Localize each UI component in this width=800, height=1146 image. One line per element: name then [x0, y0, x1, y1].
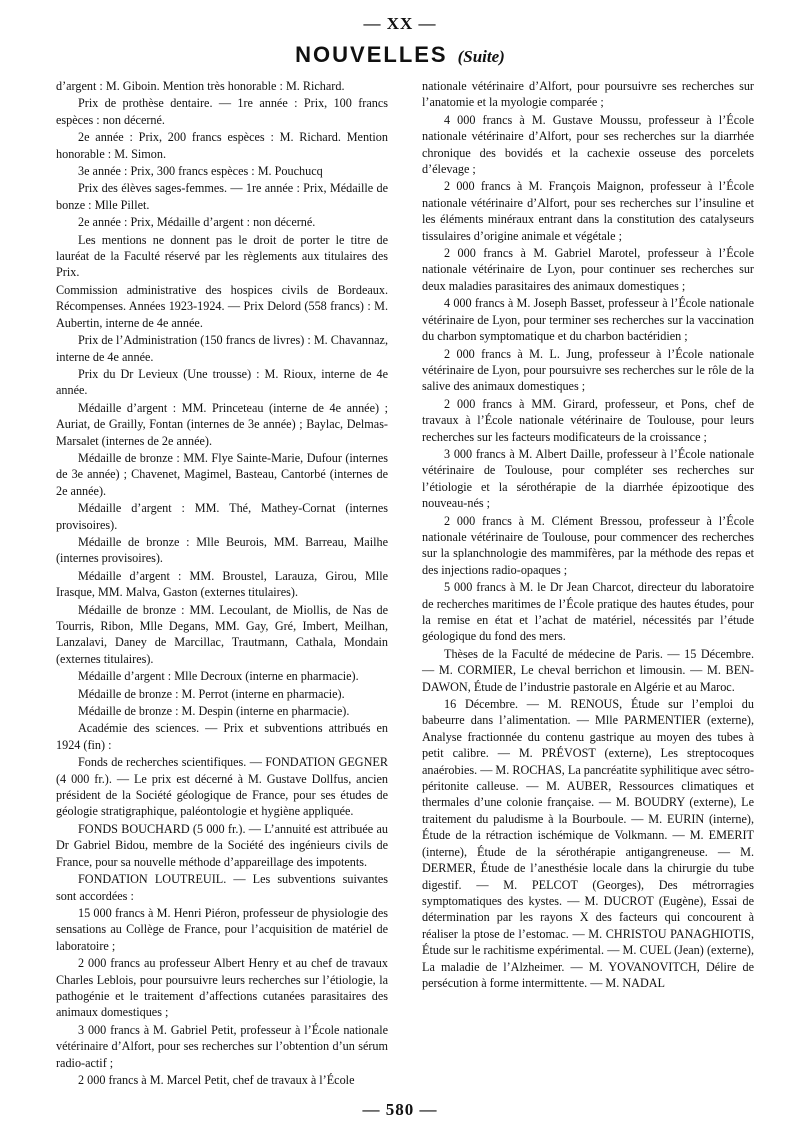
- paragraph: 16 Décembre. — M. RENOUS, Étude sur l’emploi du babeurre dans l’alimentation. — Mlle PARMENTIER (externe), Analyse fractionnée du contenu gastrique au moyen des tubes à petit calibre. — M. PRÉVOST (externe), Les streptocoques anaérobies. — M. ROCHAS, La pancréatite syphilitique avec sétro-péritonite calleuse. — M. AUBER, Ressources climatiques et thermales d’une colonie française. — M. BOUDRY (externe), Le traitement du paludisme à la Bourboule. — M. EURIN (interne), Étude de la rétraction ischémique de Volkmann. — M. EMERIT (interne), Étude de la sérothérapie antigangreneuse. — M. DERMER, Étude de l’anesthésie locale dans la chirurgie du tube digestif. — M. PELCOT (Georges), Des métrorragies symptomatiques des kystes. — M. DUCROT (Eugène), Essai de détermination par les rayons X des facteurs qui concourent à réaliser la ptose de l’estomac. — M. CHRISTOU PANAGHIOTIS, Étude sur le rachitisme expérimental. — M. CUEL (Jean) (externe), La maladie de l’Alzheimer. — M. YOVANOVITCH, Délire de persécution à forme intermittente. — M. NADAL: [422, 697, 755, 990]
- paragraph: FONDS BOUCHARD (5 000 fr.). — L’annuité est attribuée au Dr Gabriel Bidou, membre de la Société des ingénieurs civils de France, pour sa nouvelle méthode d’appareillage des impotents.: [56, 821, 388, 869]
- paragraph: Médaille de bronze : MM. Lecoulant, de Miollis, de Nas de Tourris, Ribon, Mlle Degans, MM. Gay, Gré, Imbert, Meilhan, Lanzalavi, Daney de Marcillac, Trautmann, Cathala, Mondain (externes titulaires).: [56, 602, 388, 666]
- paragraph: Fonds de recherches scientifiques. — FONDATION GEGNER (4 000 fr.). — Le prix est décerné à M. Gustave Dollfus, ancien président de la Société géologique de France, pour ses études de géologie stratigraphique, paléontologie et hygiène appliquée.: [56, 755, 388, 819]
- paragraph: Médaille de bronze : Mlle Beurois, MM. Barreau, Mailhe (internes provisoires).: [56, 534, 388, 566]
- paragraph: Médaille d’argent : MM. Broustel, Larauza, Girou, Mlle Irasque, MM. Malva, Gaston (externes titulaires).: [56, 568, 388, 600]
- paragraph: 4 000 francs à M. Joseph Basset, professeur à l’École nationale vétérinaire de Lyon, pour terminer ses recherches sur la vaccination du charbon symptomatique et du charbon bactéridien ;: [422, 296, 754, 344]
- right-column: [422, 78, 754, 992]
- paragraph: nationale vétérinaire d’Alfort, pour poursuivre ses recherches sur l’anatomie et la myologie comparée ;: [422, 79, 754, 110]
- paragraph: 2 000 francs au professeur Albert Henry et au chef de travaux Charles Leblois, pour poursuivre leurs recherches sur l’étiologie, la pathogénie et le traitement d’affections cutanées parasitaires des animaux domestiques ;: [56, 956, 388, 1020]
- paragraph: Médaille de bronze : M. Despin (interne en pharmacie).: [78, 704, 350, 719]
- paragraph: Commission administrative des hospices civils de Bordeaux. Récompenses. Années 1923-1924. — Prix Delord (558 francs) : M. Aubertin, interne de 4e année.: [56, 282, 388, 330]
- section-header: [0, 42, 800, 68]
- section-title: NOUVELLES: [295, 42, 448, 67]
- paragraph: 3 000 francs à M. Albert Daille, professeur à l’École nationale vétérinaire de Toulouse, pour compléter ses recherches sur l’étiologie et la sérothérapie de la diarrhée épizootique des nouveau-nés ;: [422, 446, 754, 511]
- paragraph: 2 000 francs à MM. Girard, professeur, et Pons, chef de travaux à l’École nationale vétérinaire de Toulouse, pour leurs recherches sur les facteurs modificateurs de la croissance ;: [422, 396, 754, 444]
- left-column: [56, 78, 388, 1089]
- paragraph: 2 000 francs à M. L. Jung, professeur à l’École nationale vétérinaire de Lyon, pour poursuivre ses recherches sur le rôle de la salive des animaux domestiques ;: [422, 346, 754, 394]
- paragraph: Médaille de bronze : MM. Flye Sainte-Marie, Dufour (internes de 3e année) ; Chavenet, Magimel, Basteau, Cantorbé (internes de 2e année).: [56, 450, 388, 498]
- paragraph: Médaille d’argent : MM. Princeteau (interne de 4e année) ; Auriat, de Grailly, Fontan (internes de 3e année) ; Baylac, Delmas-Marsalet (internes de 2e année).: [56, 400, 388, 448]
- paragraph: 3 000 francs à M. Gabriel Petit, professeur à l’École nationale vétérinaire d’Alfort, pour ses recherches sur l’obtention d’un sérum radio-actif ;: [56, 1022, 388, 1070]
- paragraph: 2 000 francs à M. François Maignon, professeur à l’École nationale vétérinaire d’Alfort, pour ses recherches sur l’insuline et les éléments minéraux entrant dans la constitution des catalyseurs tissulaires d’origine animale et végétale ;: [422, 179, 754, 243]
- paragraph: Thèses de la Faculté de médecine de Paris. — 15 Décembre. — M. CORMIER, Le cheval berrichon et limousin. — M. BEN-DAWON, Étude de l’industrie pastorale en Algérie et au Maroc.: [422, 646, 754, 694]
- page-number: — 580 —: [362, 1100, 438, 1119]
- page-roman-number: — XX —: [363, 14, 437, 33]
- paragraph: 4 000 francs à M. Gustave Moussu, professeur à l’École nationale vétérinaire d’Alfort, pour ses recherches sur la diarrhée chronique des bovidés et la cachexie osseuse des porcelets d’élevage ;: [422, 112, 754, 177]
- paragraph: 2 000 francs à M. Gabriel Marotel, professeur à l’École nationale vétérinaire de Lyon, pour continuer ses recherches sur deux maladies parasitaires des animaux domestiques ;: [422, 246, 754, 293]
- paragraph: 2 000 francs à M. Clément Bressou, professeur à l’École nationale vétérinaire de Toulouse, pour commencer des recherches sur la splanchnologie des mammifères, par la méthode des repas et des injections radio-opaques ;: [422, 513, 754, 577]
- paragraph: Médaille d’argent : MM. Thé, Mathey-Cornat (internes provisoires).: [56, 501, 388, 532]
- paragraph: FONDATION LOUTREUIL. — Les subventions suivantes sont accordées :: [56, 872, 388, 903]
- paragraph: 15 000 francs à M. Henri Piéron, professeur de physiologie des sensations au Collège de France, pour l’acquisition de matériel de laboratoire ;: [56, 905, 388, 953]
- paragraph: d’argent : M. Giboin. Mention très honorable : M. Richard.: [56, 79, 345, 93]
- paragraph: Académie des sciences. — Prix et subventions attribués en 1924 (fin) :: [56, 721, 388, 752]
- paragraph: 2e année : Prix, Médaille d’argent : non décerné.: [78, 215, 316, 230]
- paragraph: 5 000 francs à M. le Dr Jean Charcot, directeur du laboratoire de recherches maritimes de l’École pratique des hautes études, pour la remise en état et l’achat de matériel, nécessités par l’étude géologique du fond des mers.: [422, 580, 754, 644]
- paragraph: Prix des élèves sages-femmes. — 1re année : Prix, Médaille de bonze : Mlle Pillet.: [56, 181, 388, 212]
- paragraph: Prix du Dr Levieux (Une trousse) : M. Rioux, interne de 4e année.: [56, 366, 388, 398]
- paragraph: Les mentions ne donnent pas le droit de porter le titre de lauréat de la Faculté réservé par les règlements aux titulaires des Prix.: [56, 232, 388, 280]
- paragraph: Prix de l’Administration (150 francs de livres) : M. Chavannaz, interne de 4e année.: [56, 333, 388, 364]
- paragraph: 3e année : Prix, 300 francs espèces : M. Pouchucq: [78, 164, 323, 179]
- section-subtitle: (Suite): [457, 47, 505, 66]
- paragraph: 2 000 francs à M. Marcel Petit, chef de travaux à l’École: [78, 1072, 355, 1087]
- paragraph: 2e année : Prix, 200 francs espèces : M. Richard. Mention honorable : M. Simon.: [56, 130, 388, 161]
- paragraph: Médaille d’argent : Mlle Decroux (interne en pharmacie).: [78, 669, 359, 684]
- paragraph: Médaille de bronze : M. Perrot (interne en pharmacie).: [78, 686, 345, 701]
- paragraph: Prix de prothèse dentaire. — 1re année : Prix, 100 francs espèces : non décerné.: [56, 96, 388, 127]
